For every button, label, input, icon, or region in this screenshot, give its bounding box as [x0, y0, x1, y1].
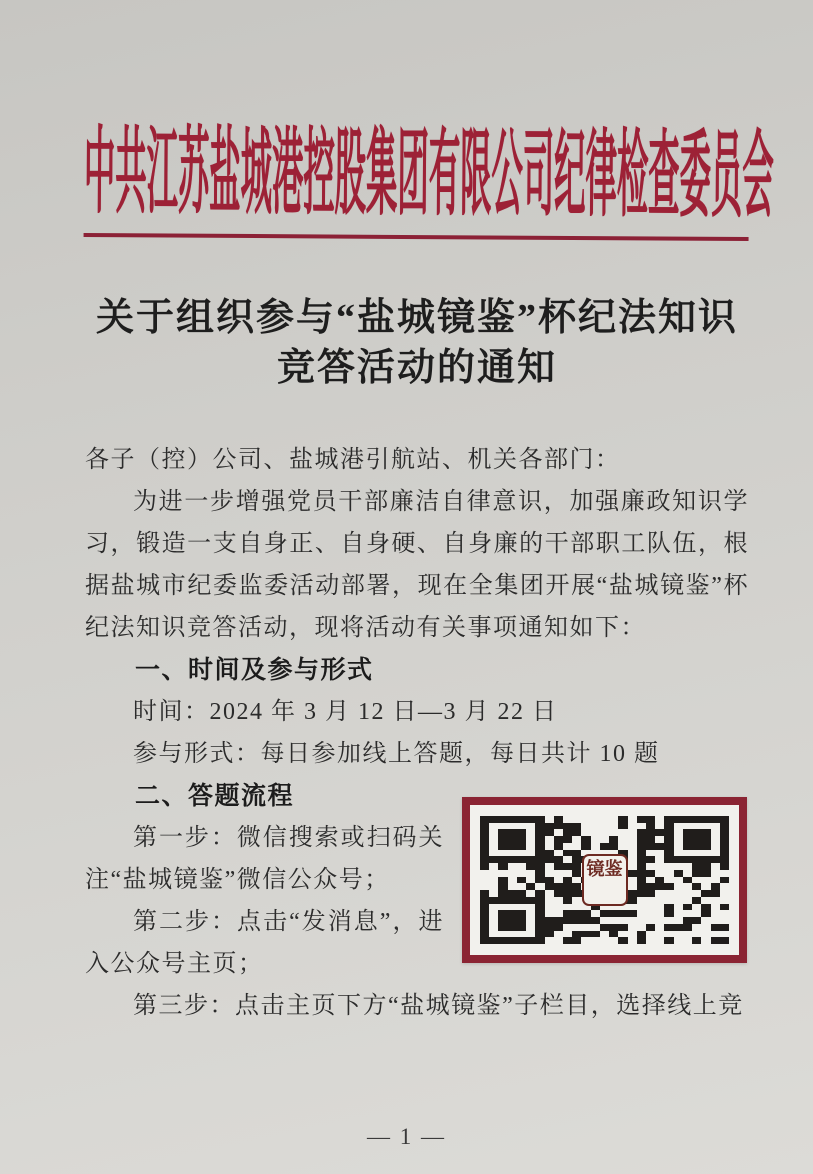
- step-3: 第三步：点击主页下方“盐城镜鉴”子栏目，选择线上竞: [133, 993, 744, 1019]
- salutation: 各子（控）公司、盐城港引航站、机关各部门：: [85, 447, 621, 473]
- section-1-heading: 一、时间及参与形式: [135, 656, 374, 684]
- section-1-time: 时间：2024 年 3 月 12 日—3 月 22 日: [133, 699, 558, 725]
- document-body: [85, 439, 749, 1027]
- letterhead-rule: [84, 233, 749, 241]
- wechat-qr-code: [462, 797, 747, 963]
- document-title: [85, 293, 749, 393]
- intro-paragraph: 为进一步增强党员干部廉洁自律意识，加强廉政知识学习，锻造一支自身正、自身硬、自身廉的干部职工队伍，根据盐城市纪委监委活动部署，现在全集团开展“盐城镜鉴”杯纪法知识竞答活动，现将活动有关事项通知如下：: [85, 489, 749, 641]
- letterhead: [83, 0, 774, 241]
- step-1: 第一步：微信搜索或扫码关注“盐城镜鉴”微信公众号；: [85, 825, 444, 893]
- qr-center-logo: 镜鉴: [582, 854, 628, 906]
- page-number: — 1 —: [367, 1124, 446, 1149]
- step-2: 第二步：点击“发消息”，进入公众号主页；: [85, 909, 444, 977]
- section-2-heading: 二、答题流程: [135, 782, 295, 810]
- section-1-format: 参与形式：每日参加线上答题，每日共计 10 题: [133, 741, 660, 767]
- issuer-title: 中共江苏盐城港控股集团有限公司纪律检查委员会: [83, 118, 774, 230]
- title-line-2: 竞答活动的通知: [276, 347, 557, 389]
- title-line-1: 关于组织参与“盐城镜鉴”杯纪法知识: [95, 297, 738, 339]
- document-content: [83, 0, 774, 1027]
